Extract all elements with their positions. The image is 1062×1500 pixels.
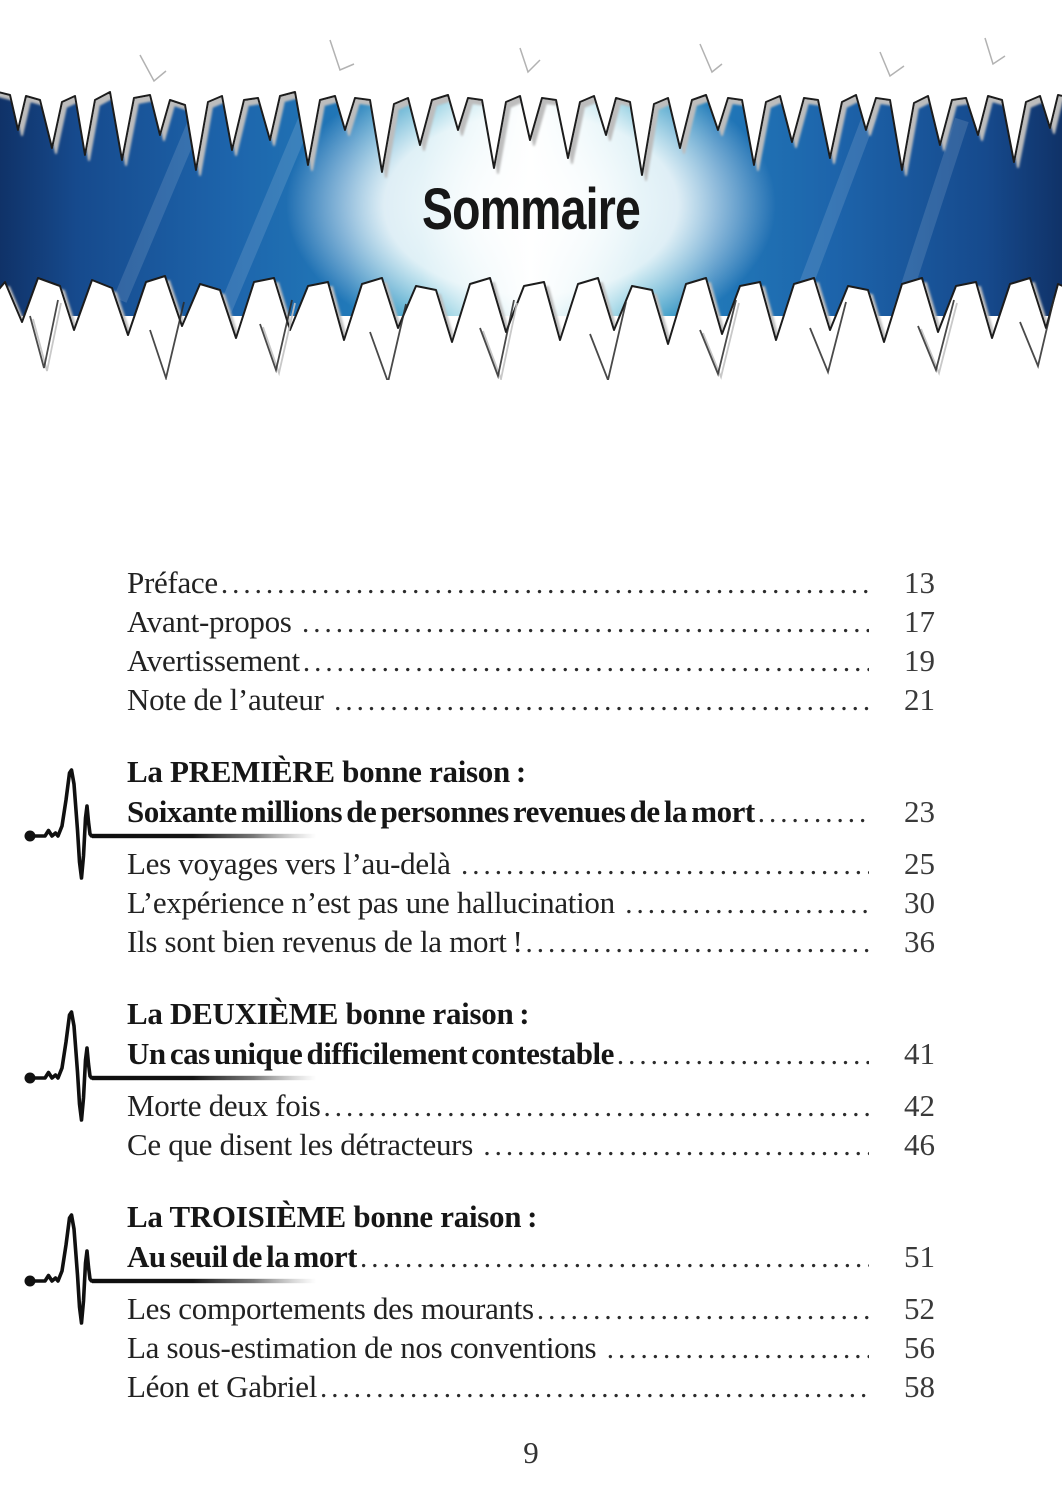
section-heading-entry (127, 1034, 935, 1075)
torn-edge-bottom (0, 276, 1062, 380)
toc-entry-label: Les voyages vers l’au-delà (127, 846, 459, 881)
dot-leader (604, 1329, 869, 1368)
toc-entry (127, 884, 935, 923)
toc-sections (127, 752, 935, 1407)
section-items (127, 1290, 935, 1407)
toc-entry-label: Ils sont bien revenus de la mort ! (127, 924, 523, 959)
toc-entry-label: Morte deux fois (127, 1088, 321, 1123)
section-heading: La DEUXIÈME bonne raison : (127, 996, 530, 1031)
toc-entry-page: 36 (904, 924, 935, 959)
section-items (127, 845, 935, 962)
dot-leader (299, 603, 869, 642)
toc-section (127, 1197, 935, 1407)
dot-leader (321, 1087, 869, 1126)
toc-entry-page: 52 (904, 1291, 935, 1326)
toc-entry (127, 564, 935, 603)
section-heading: La PREMIÈRE bonne raison : (127, 754, 526, 789)
section-heading-label: Soixante millions de personnes revenues de la mort (127, 794, 755, 829)
toc-entry (127, 1126, 935, 1165)
toc-entry (127, 1329, 935, 1368)
section-heading-entry (127, 1237, 935, 1278)
toc-entry-label: Avertissement (127, 643, 300, 678)
section-heading-page: 23 (904, 794, 935, 829)
section-heading-label: Un cas unique difficilement contestable (127, 1036, 614, 1071)
page-footer (0, 1435, 1062, 1471)
toc-entry (127, 1290, 935, 1329)
toc-entry-label: Note de l’auteur (127, 682, 332, 717)
dot-leader (300, 642, 869, 681)
toc-entry-page: 42 (904, 1088, 935, 1123)
folio-page-number: 9 (523, 1435, 539, 1470)
dot-leader (317, 1368, 869, 1407)
toc-entry-label: L’expérience n’est pas une hallucination (127, 885, 623, 920)
dot-leader (622, 884, 869, 923)
toc-entry (127, 1368, 935, 1407)
toc-entry-page: 25 (904, 846, 935, 881)
dot-leader (522, 923, 869, 962)
toc-entry (127, 923, 935, 962)
dot-leader (480, 1126, 869, 1165)
toc-entry-label: La sous-estimation de nos conventions (127, 1330, 604, 1365)
toc-entry-label: Ce que disent les détracteurs (127, 1127, 481, 1162)
toc-entry-label: Préface (127, 565, 218, 600)
toc-entry-page: 13 (904, 565, 935, 600)
section-heading: La TROISIÈME bonne raison : (127, 1199, 538, 1234)
toc-entry-page: 17 (904, 604, 935, 639)
section-heading-entry (127, 792, 935, 833)
section-items (127, 1087, 935, 1165)
dot-leader (534, 1290, 869, 1329)
dot-leader (357, 1237, 869, 1278)
toc-entry-page: 56 (904, 1330, 935, 1365)
section-heading-page: 51 (904, 1239, 935, 1274)
toc-entry-label: Léon et Gabriel (127, 1369, 318, 1404)
section-heading-page: 41 (904, 1036, 935, 1071)
dot-leader (218, 564, 869, 603)
section-heading-label: Au seuil de la mort (127, 1239, 357, 1274)
toc-entry (127, 1087, 935, 1126)
table-of-contents (127, 564, 935, 1407)
toc-entry (127, 642, 935, 681)
toc-entry (127, 681, 935, 720)
torn-paper-header (0, 0, 1062, 380)
dot-leader (458, 845, 869, 884)
toc-entry-label: Les comportements des mourants (127, 1291, 534, 1326)
dot-leader (614, 1034, 869, 1075)
toc-entry (127, 603, 935, 642)
dot-leader (755, 792, 869, 833)
toc-entry-page: 30 (904, 885, 935, 920)
toc-front-list (127, 564, 935, 720)
toc-entry-page: 46 (904, 1127, 935, 1162)
dot-leader (331, 681, 869, 720)
toc-entry-page: 19 (904, 643, 935, 678)
toc-section (127, 994, 935, 1165)
toc-entry-label: Avant-propos (127, 604, 300, 639)
toc-entry (127, 845, 935, 884)
toc-entry-page: 21 (904, 682, 935, 717)
toc-section (127, 752, 935, 962)
toc-entry-page: 58 (904, 1369, 935, 1404)
page-title: Sommaire (422, 177, 640, 242)
